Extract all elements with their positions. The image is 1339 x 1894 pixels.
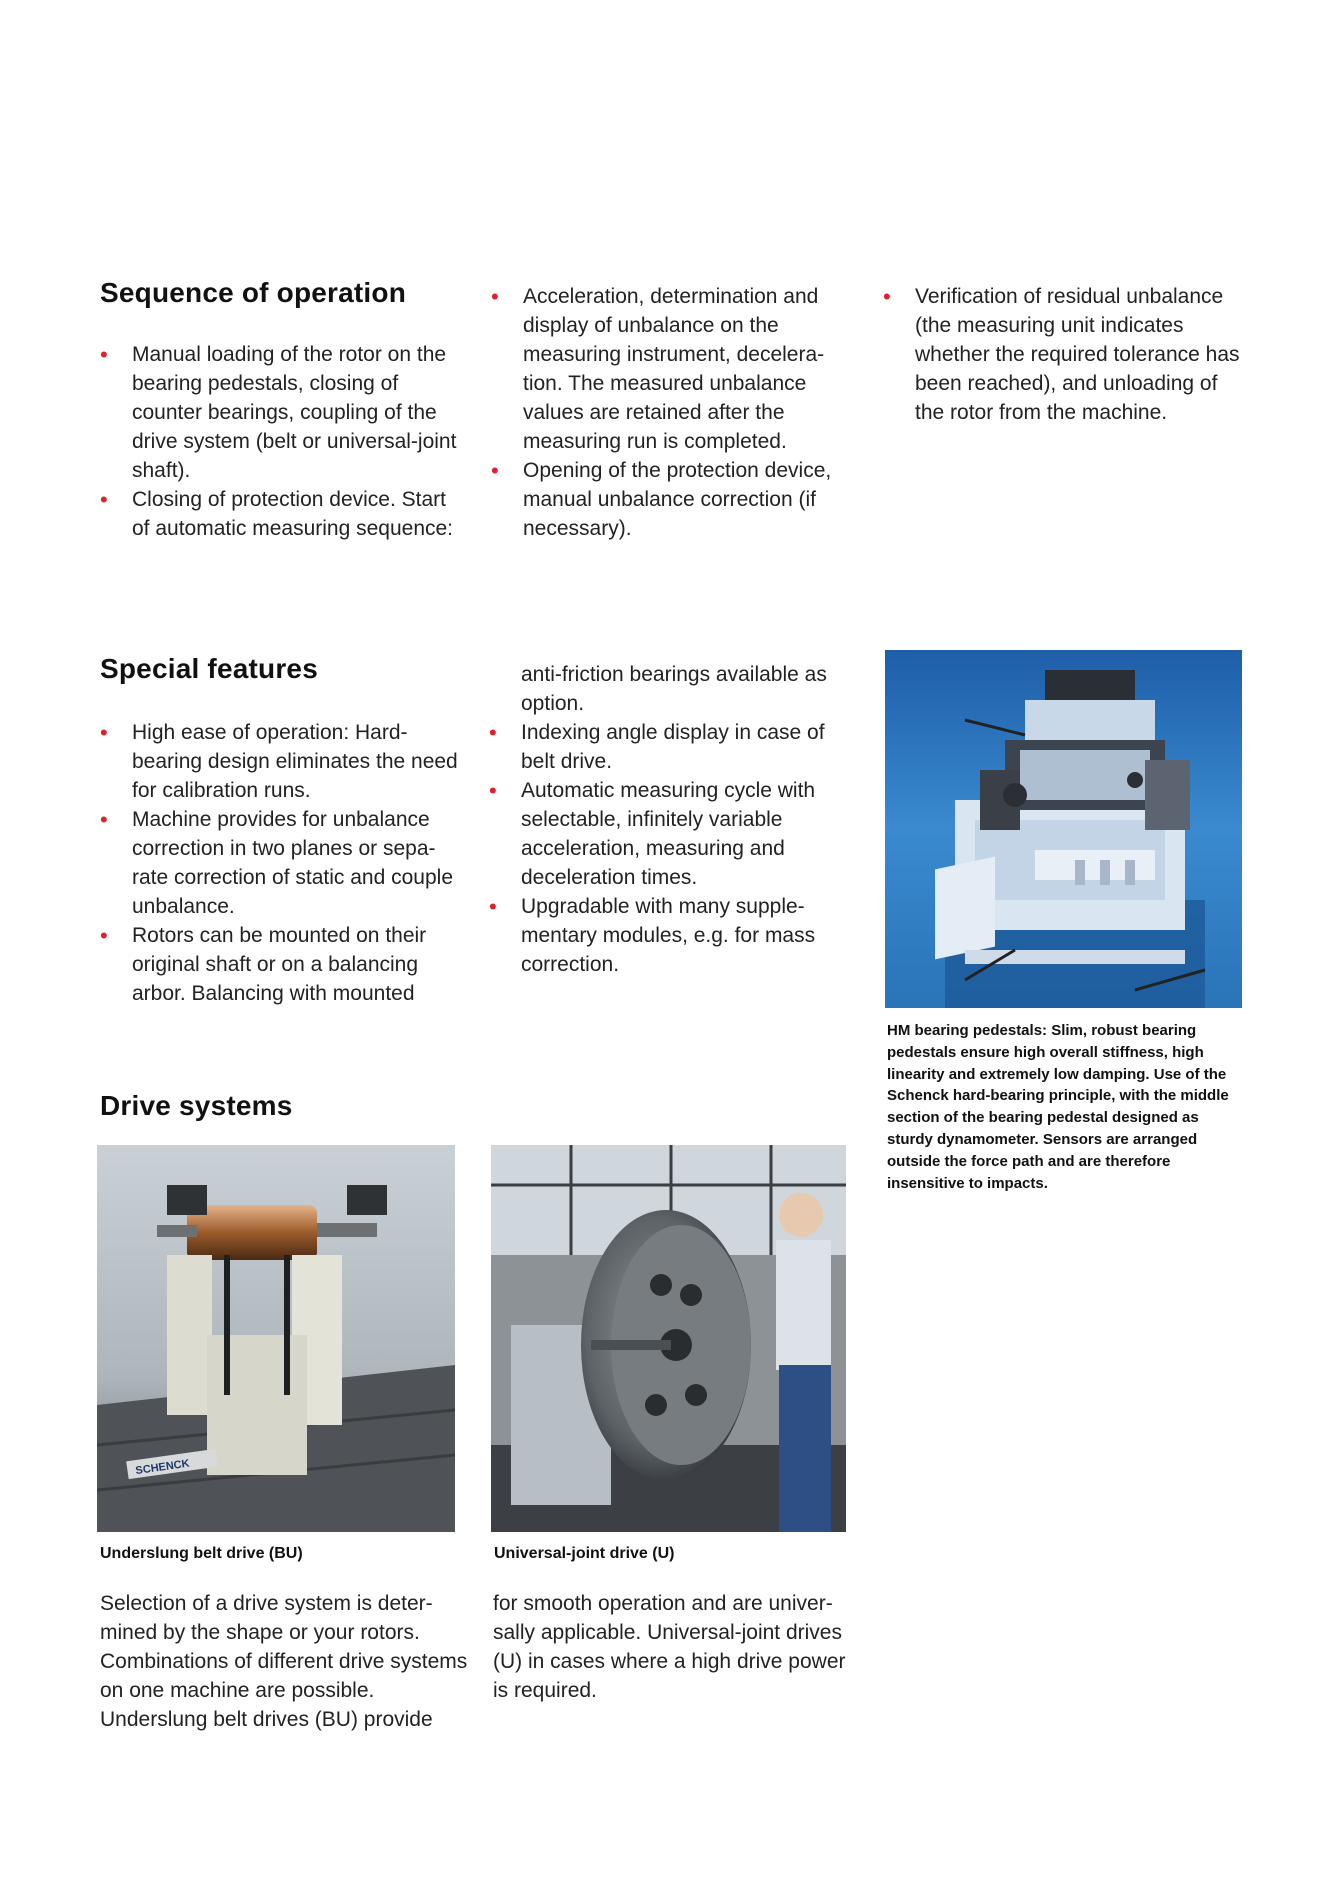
- special-features-heading: Special features: [100, 653, 318, 684]
- list-item: • Upgradable with many supple-mentary modules, e.g. for mass correction.: [489, 892, 851, 979]
- underslung-belt-drive-photo: [97, 1145, 455, 1532]
- special-features-col2: [489, 660, 851, 979]
- special-features-list-col2: [489, 718, 851, 979]
- list-continuation: anti-friction bearings available as option.: [521, 663, 827, 715]
- list-item: • High ease of operation: Hard-bearing design eliminates the need for calibration runs.: [100, 718, 460, 805]
- schenck-logo: SCHENCK: [134, 1457, 191, 1478]
- sequence-list-col3: [883, 282, 1243, 427]
- sequence-list-col1: [100, 340, 460, 543]
- list-item: • Machine provides for unbalance correction in two planes or sepa-rate correction of static and couple unbalance.: [100, 805, 460, 921]
- list-item: • Opening of the protection device, manual unbalance correction (if necessary).: [491, 456, 851, 543]
- list-item: • Automatic measuring cycle with selectable, infinitely variable acceleration, measuring and deceleration times.: [489, 776, 851, 892]
- underslung-belt-drive-caption: Underslung belt drive (BU): [100, 1545, 303, 1562]
- list-item: • Closing of protection device. Start of automatic measuring sequence:: [100, 485, 460, 543]
- list-item: • Rotors can be mounted on their original shaft or on a balancing arbor. Balancing with mounted: [100, 921, 460, 1008]
- sequence-heading: Sequence of operation: [100, 277, 407, 308]
- universal-joint-drive-photo: [491, 1145, 846, 1532]
- list-item: • Indexing angle display in case of belt drive.: [489, 718, 851, 776]
- drive-systems-text-col1: Selection of a drive system is deter-mined by the shape or your rotors. Combinations of different drive systems on one machine are possible. Underslung belt drives (BU) provide: [100, 1592, 468, 1731]
- list-item: • Manual loading of the rotor on the bearing pedestals, closing of counter bearings, coupling of the drive system (belt or universal-joint shaft).: [100, 340, 460, 485]
- sequence-list-col2: [491, 282, 851, 543]
- hm-bearing-caption: HM bearing pedestals: Slim, robust bearing pedestals ensure high overall stiffness, high linearity and extremely low damping. Use of the Schenck hard-bearing principle, with the middle section of the bearing pedestal designed as sturdy dynamometer. Sensors are arranged outside the force path and are therefore insensitive to impacts.: [887, 1022, 1229, 1192]
- drive-systems-heading: Drive systems: [100, 1090, 293, 1121]
- universal-joint-drive-caption: Universal-joint drive (U): [494, 1545, 675, 1562]
- list-item: • Verification of residual unbalance (the measuring unit indicates whether the required tolerance has been reached), and unloading of the rotor from the machine.: [883, 282, 1243, 427]
- list-item: • Acceleration, determination and display of unbalance on the measuring instrument, decelera-tion. The measured unbalance values are retained after the measuring run is completed.: [491, 282, 851, 456]
- hm-bearing-pedestal-photo: [885, 650, 1242, 1008]
- special-features-list-col1: [100, 718, 460, 1008]
- drive-systems-text-col2: for smooth operation and are univer-sally applicable. Universal-joint drives (U) in cases where a high drive power is required.: [493, 1592, 846, 1702]
